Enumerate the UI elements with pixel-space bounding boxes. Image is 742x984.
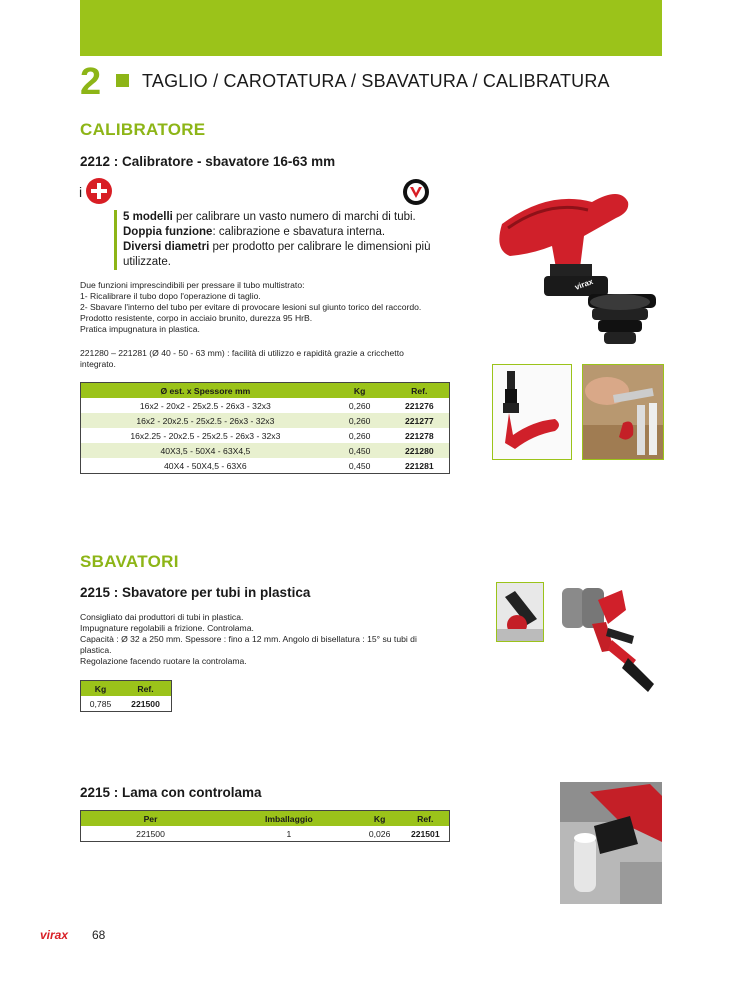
desc-line: 1- Ricalibrare il tubo dopo l'operazione di taglio. [80, 291, 261, 301]
desc-line: Consigliato dai produttori di tubi in plastica. [80, 612, 244, 622]
table-row [81, 443, 450, 458]
table-header: Imballaggio [220, 811, 358, 827]
desc-line: 2- Sbavare l'interno del tubo per evitare di provocare lesioni sul giunto torico del raccordo. [80, 302, 422, 312]
calibratore-description [80, 280, 452, 335]
table-cell: 221277 [390, 413, 450, 428]
table-header: Ref. [402, 811, 450, 827]
info-letter: i [79, 184, 83, 200]
plus-badge-icon [86, 178, 112, 204]
table-cell: 221276 [404, 400, 434, 411]
desc-line: Due funzioni imprescindibili per pressare il tubo multistrato: [80, 280, 305, 290]
calibrator-thumbnail-image [492, 364, 572, 460]
desc-line: Capacità : Ø 32 a 250 mm. Spessore : fino a 12 mm. Angolo di bisellatura : 15° su tubi di [80, 634, 417, 644]
table-cell: 0,260 [330, 413, 390, 428]
table-header: Kg [358, 811, 402, 827]
table-cell: 0,026 [368, 828, 391, 839]
table-header-row [81, 681, 172, 697]
product-title-2212: 2212 : Calibratore - sbavatore 16-63 mm [80, 154, 336, 169]
header-bar [80, 0, 662, 56]
chapter-square-icon [116, 74, 129, 87]
calibrator-product-image [488, 172, 668, 352]
desc-line: Prodotto resistente, corpo in acciaio brunito, durezza 95 HrB. [80, 313, 313, 323]
chapter-title: TAGLIO / CAROTATURA / SBAVATURA / CALIBRATURA [142, 71, 610, 91]
table-header: Kg [330, 383, 390, 399]
sbavatori-table [80, 680, 172, 712]
table-cell: 0,450 [330, 443, 390, 458]
desc-line: Pratica impugnatura in plastica. [80, 324, 200, 334]
table-cell: 0,785 [89, 698, 112, 709]
virax-logo: virax [40, 928, 69, 942]
table-cell: 0,260 [348, 430, 371, 441]
deburrer-thumbnail-image [496, 582, 544, 642]
desc-line: plastica. [80, 645, 112, 655]
table-cell: 221501 [410, 828, 440, 839]
calibratore-table [80, 382, 450, 474]
table-cell: 221280 [390, 443, 450, 458]
table-header: Per [81, 811, 221, 827]
deburrer-product-image [552, 580, 662, 704]
blade-product-photo [560, 782, 662, 904]
table-header: Ref. [120, 681, 171, 697]
section-title-sbavatori: SBAVATORI [80, 552, 179, 571]
calibratore-note [80, 348, 452, 370]
table-row [81, 413, 450, 428]
table-cell: 221281 [404, 460, 434, 471]
hands-on-logo-icon [402, 178, 430, 206]
product-title-lama: 2215 : Lama con controlama [80, 785, 262, 800]
table-cell: 1 [286, 828, 292, 839]
desc-line: Regolazione facendo ruotare la controlama. [80, 656, 247, 666]
table-header: Ref. [390, 383, 450, 399]
note-line: integrato. [80, 359, 116, 369]
table-row [81, 398, 450, 413]
table-cell: 0,260 [348, 400, 371, 411]
table-header: Kg [81, 681, 121, 697]
table-row [81, 826, 450, 842]
note-line: 221280 – 221281 (Ø 40 - 50 - 63 mm) : facilità di utilizzo e rapidità grazie a cricchetto [80, 348, 404, 358]
table-row [81, 696, 172, 712]
calibrator-usage-photo [582, 364, 664, 460]
svg-text:virax: virax [573, 277, 595, 292]
table-cell: 40X3,5 - 50X4 - 63X4,5 [81, 443, 330, 458]
feature-item: Diversi diametri per prodotto per calibrare le dimensioni più utilizzate. [123, 241, 431, 268]
chapter-number: 2 [80, 61, 102, 103]
table-row [81, 458, 450, 474]
table-cell: 16x2 - 20x2 - 25x2.5 - 26x3 - 32x3 [139, 400, 271, 411]
table-cell: 16x2 - 20x2.5 - 25x2.5 - 26x3 - 32x3 [81, 413, 330, 428]
feature-list [114, 210, 453, 270]
table-header-row [81, 383, 450, 399]
table-cell: 16x2.25 - 20x2.5 - 25x2.5 - 26x3 - 32x3 [130, 430, 281, 441]
feature-item: 5 modelli per calibrare un vasto numero di marchi di tubi. [123, 211, 416, 223]
desc-line: Impugnature regolabili a frizione. Controlama. [80, 623, 254, 633]
table-header-row [81, 811, 450, 827]
table-header: Ø est. x Spessore mm [81, 383, 330, 399]
sbavatori-description [80, 612, 452, 667]
section-title-calibratore: CALIBRATORE [80, 120, 206, 139]
table-cell: 221500 [131, 698, 160, 709]
table-cell: 40X4 - 50X4,5 - 63X6 [164, 460, 247, 471]
lama-table [80, 810, 450, 842]
page-number: 68 [92, 928, 106, 942]
table-cell: 221278 [404, 430, 434, 441]
table-row [81, 428, 450, 443]
feature-item: Doppia funzione: calibrazione e sbavatura interna. [123, 226, 386, 238]
product-title-2215: 2215 : Sbavatore per tubi in plastica [80, 585, 311, 600]
table-cell: 221500 [136, 828, 165, 839]
table-cell: 0,450 [348, 460, 371, 471]
